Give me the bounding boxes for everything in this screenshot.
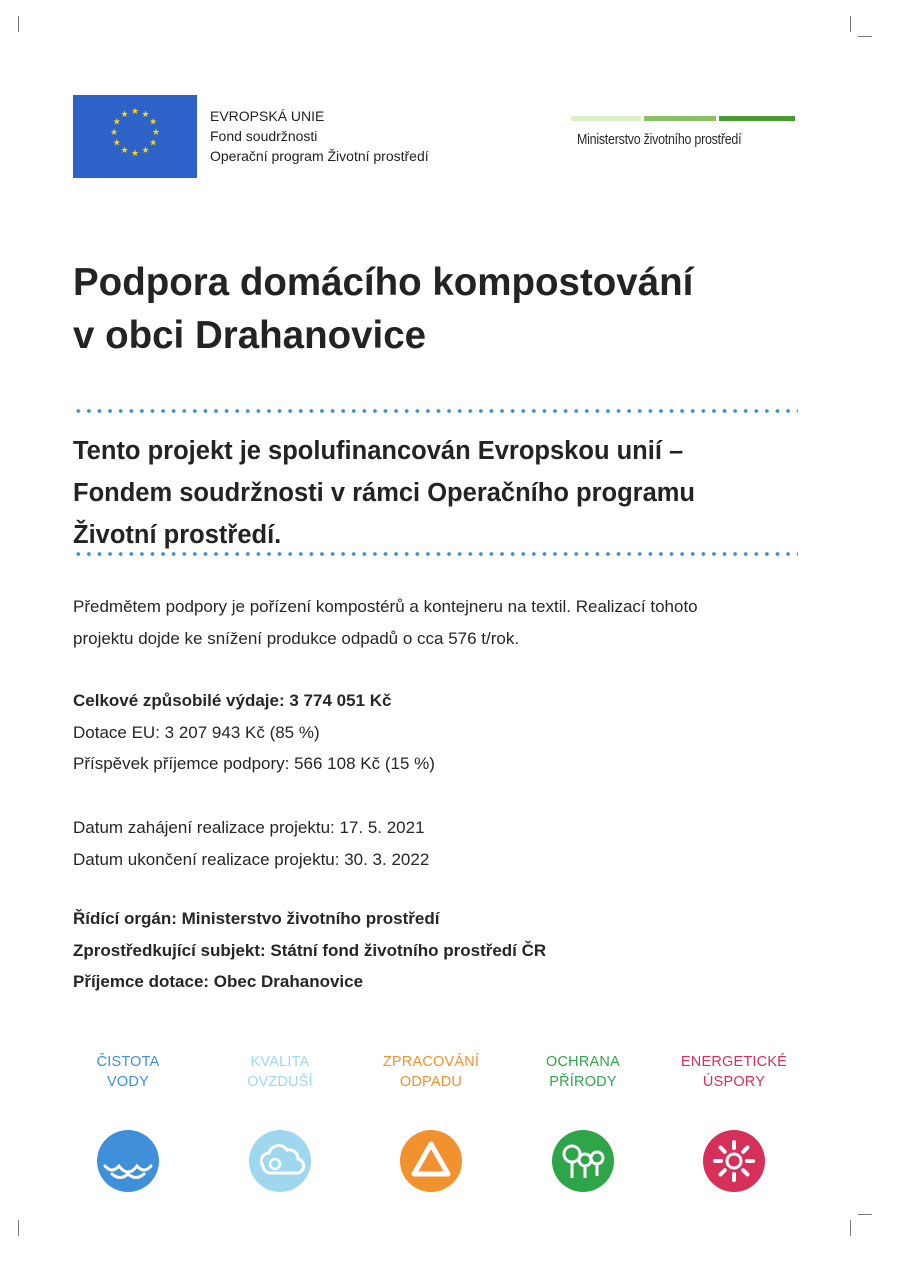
eu-stars-icon — [73, 95, 197, 178]
svg-text:★: ★ — [130, 107, 140, 117]
icon-label: ÚSPORY — [702, 1074, 766, 1090]
cloud-icon — [249, 1130, 311, 1192]
icon-label: OVZDUŠÍ — [247, 1074, 313, 1090]
project-parties — [73, 903, 833, 998]
svg-text:★: ★ — [151, 128, 161, 138]
title-line: Podpora domácího kompostování — [73, 261, 694, 304]
icon-label: VODY — [107, 1074, 149, 1090]
svg-text:★: ★ — [112, 138, 121, 149]
icon-label: PŘÍRODY — [549, 1074, 617, 1090]
eu-flag-logo — [73, 95, 197, 178]
svg-text:★: ★ — [149, 138, 158, 149]
cofinancing-statement — [73, 430, 813, 556]
icon-label: OCHRANA — [546, 1054, 620, 1070]
svg-text:★: ★ — [112, 117, 121, 128]
crop-mark — [858, 36, 872, 37]
icon-label: ODPADU — [399, 1074, 463, 1090]
priority-water-purity — [63, 1052, 193, 1092]
svg-text:★: ★ — [109, 128, 119, 138]
eu-subsidy: Dotace EU: 3 207 943 Kč (85 %) — [73, 722, 320, 742]
icon-label: ZPRACOVÁNÍ — [382, 1054, 480, 1070]
grant-recipient: Příjemce dotace: Obec Drahanovice — [73, 972, 364, 991]
icon-label: ČISTOTA — [96, 1054, 160, 1070]
managing-authority: Řídící orgán: Ministerstvo životního prostředí — [73, 909, 440, 928]
svg-text:★: ★ — [141, 146, 150, 157]
sun-icon — [703, 1130, 765, 1192]
intermediate-body: Zprostředkující subjekt: Státní fond životního prostředí ČR — [73, 940, 547, 960]
subtitle-line: Tento projekt je spolufinancován Evropskou unií – — [73, 437, 684, 465]
crop-mark — [850, 16, 851, 32]
operational-program-label: Operační program Životní prostředí — [210, 148, 429, 164]
svg-text:★: ★ — [120, 146, 129, 157]
dotted-divider-top — [73, 409, 798, 413]
icon-label: KVALITA — [250, 1054, 310, 1070]
svg-text:★: ★ — [120, 109, 129, 120]
svg-text:★: ★ — [141, 109, 150, 120]
eu-program-text — [210, 106, 429, 166]
cohesion-fund-label: Fond soudržnosti — [210, 128, 318, 144]
svg-text:★: ★ — [149, 117, 158, 128]
crop-mark — [18, 1220, 19, 1236]
end-date: Datum ukončení realizace projektu: 30. 3. 2022 — [73, 849, 430, 869]
title-line: v obci Drahanovice — [73, 314, 427, 357]
crop-mark — [850, 1220, 851, 1236]
svg-text:★: ★ — [130, 149, 140, 159]
priority-energy-savings — [669, 1052, 799, 1092]
ministry-green-bars — [568, 116, 795, 121]
total-eligible-costs: Celkové způsobilé výdaje: 3 774 051 Kč — [73, 691, 392, 710]
trees-icon — [552, 1130, 614, 1192]
description-line: Předmětem podpory je pořízení kompostérů a kontejneru na textil. Realizací tohoto — [73, 597, 698, 616]
project-costs — [73, 685, 833, 780]
project-dates — [73, 812, 833, 875]
start-date: Datum zahájení realizace projektu: 17. 5. 2021 — [73, 818, 425, 837]
crop-mark — [858, 1214, 872, 1215]
priority-waste-processing — [366, 1052, 496, 1092]
ministry-name: Ministerstvo životního prostředí — [577, 132, 742, 148]
water-icon — [97, 1130, 159, 1192]
crop-mark — [18, 16, 19, 32]
subtitle-line: Životní prostředí. — [73, 521, 282, 549]
recycle-triangle-icon — [400, 1130, 462, 1192]
eu-union-label: EVROPSKÁ UNIE — [210, 108, 325, 124]
ministry-logo — [563, 116, 795, 156]
recipient-contribution: Příspěvek příjemce podpory: 566 108 Kč (15 %) — [73, 754, 435, 773]
priority-air-quality — [215, 1052, 345, 1092]
icon-label: ENERGETICKÉ — [680, 1054, 788, 1070]
priority-nature-protection — [518, 1052, 648, 1092]
subtitle-line: Fondem soudržnosti v rámci Operačního programu — [73, 479, 696, 507]
project-description — [73, 591, 833, 654]
description-line: projektu dojde ke snížení produkce odpadů o cca 576 t/rok. — [73, 628, 520, 648]
dotted-divider-bottom — [73, 552, 798, 556]
page-title — [73, 256, 833, 362]
